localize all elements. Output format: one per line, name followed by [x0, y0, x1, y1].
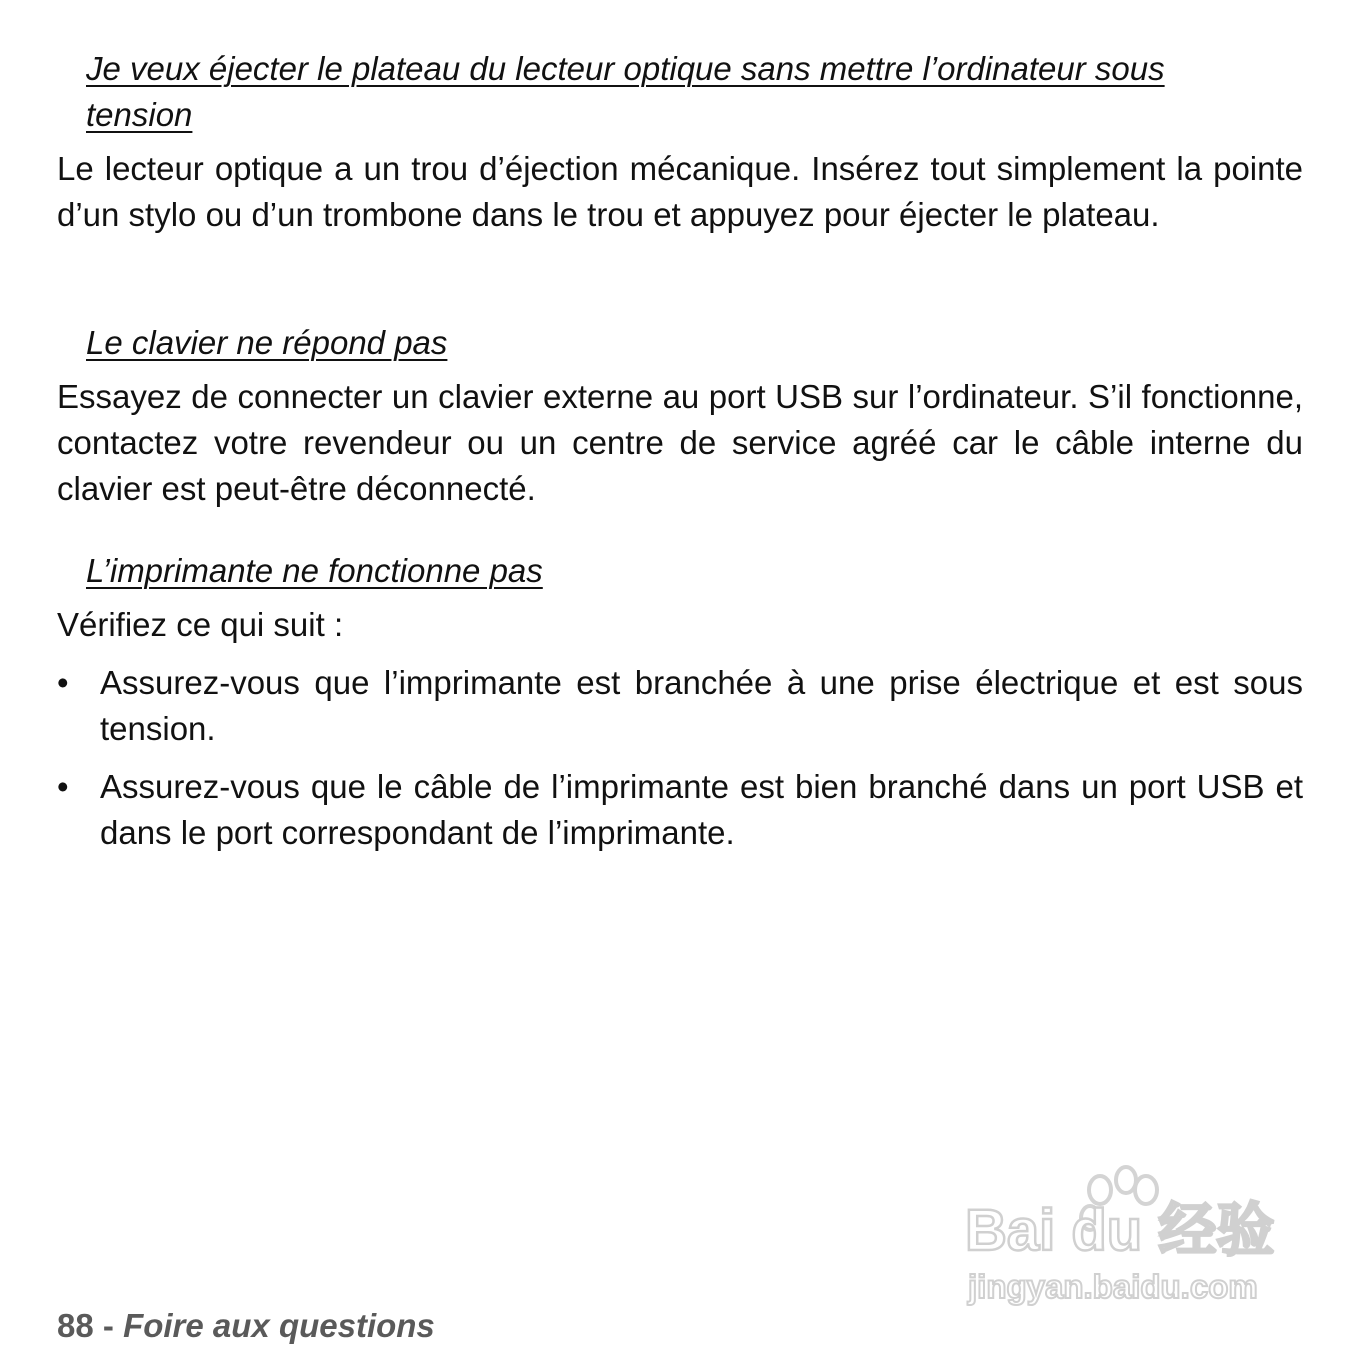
baidu-jingyan-watermark [960, 1150, 1290, 1310]
section-heading-printer: L’imprimante ne fonctionne pas [86, 552, 543, 589]
section-heading-keyboard: Le clavier ne répond pas [86, 324, 448, 361]
footer-separator: - [102, 1307, 114, 1344]
watermark-url-text: jingyan.baidu.com [968, 1268, 1258, 1305]
watermark-brand-text: Bai du 经验 [965, 1198, 1275, 1263]
section-heading-eject-tray: Je veux éjecter le plateau du lecteur optique sans mettre l’ordinateur sous tension [86, 50, 1165, 133]
section-body-keyboard: Essayez de connecter un clavier externe au port USB sur l’ordinateur. S’il fonctionne, contactez votre revendeur ou un centre de service agréé car le câble interne du clavier est peut-être déconnecté. [57, 378, 1303, 507]
page-footer [57, 1304, 435, 1348]
list-item-text: Assurez-vous que le câble de l’imprimante est bien branché dans un port USB et dans le port correspondant de l’imprimante. [100, 768, 1303, 851]
list-item [57, 660, 1303, 752]
list-item [57, 764, 1303, 856]
chapter-title: Foire aux questions [123, 1307, 435, 1344]
section-body-eject-tray: Le lecteur optique a un trou d’éjection mécanique. Insérez tout simplement la pointe d’un stylo ou d’un trombone dans le trou et appuyez pour éjecter le plateau. [57, 150, 1303, 233]
section-body-printer: Vérifiez ce qui suit : [57, 606, 344, 643]
bullet-icon: • [57, 664, 69, 701]
list-item-text: Assurez-vous que l’imprimante est branchée à une prise électrique et est sous tension. [100, 664, 1303, 747]
bullet-icon: • [57, 768, 69, 805]
page-number: 88 [57, 1307, 94, 1344]
